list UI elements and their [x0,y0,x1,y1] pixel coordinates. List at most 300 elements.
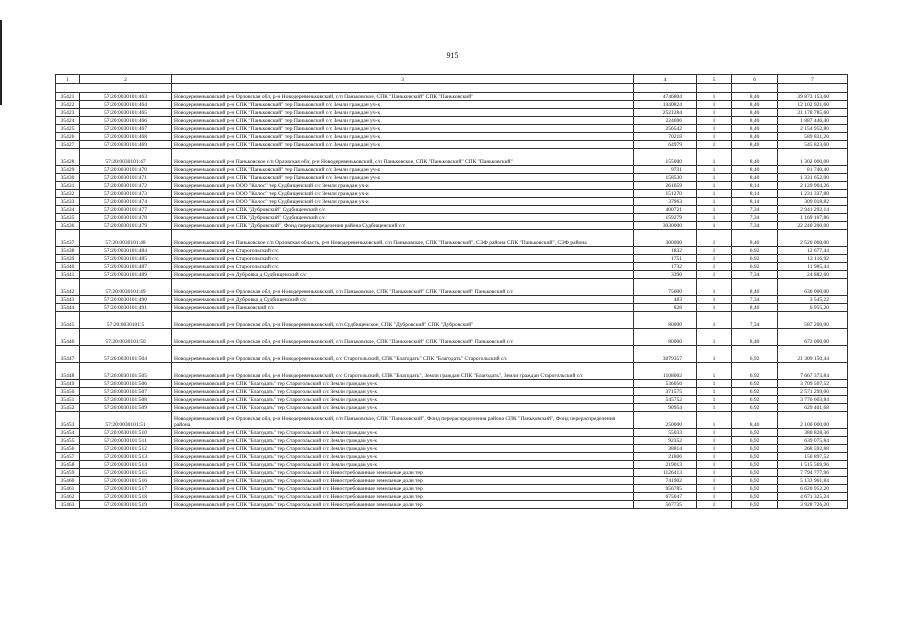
row-number: 35438 [56,247,80,255]
table-row [56,469,848,477]
cadastral-number: 57:20:0030101:50 [80,329,172,346]
area-value: 300000 [634,230,697,247]
count-value: 1 [697,429,732,437]
cadastral-number: 57:20:0030101:519 [80,501,172,509]
rate-value: 6,92 [732,485,778,493]
cadastral-value: 39 873 153,60 [778,93,848,101]
rate-value: 7,34 [732,214,778,222]
row-number: 35436 [56,222,80,230]
cadastral-number: 57:20:0030101:474 [80,198,172,206]
cadastral-value: 21 309 150,44 [778,346,848,363]
cadastral-number: 57:20:0030101:490 [80,296,172,304]
area-value: 545752 [634,396,697,404]
cadastral-number: 57:20:0030101:518 [80,493,172,501]
cadastral-value: 587 200,00 [778,312,848,329]
column-header: 3 [172,75,634,84]
count-value: 1 [697,445,732,453]
area-value: 155000 [634,149,697,166]
table-row [56,388,848,396]
count-value: 1 [697,214,732,222]
table-row [56,109,848,117]
rate-value: 6,92 [732,493,778,501]
area-value: 741902 [634,477,697,485]
cadastral-number: 57:20:0030101:512 [80,445,172,453]
count-value: 1 [697,174,732,182]
cadastral-value: 2 571 299,00 [778,388,848,396]
table-row [56,149,848,166]
cadastral-value: 3 928 726,20 [778,501,848,509]
area-value: 1126413 [634,469,697,477]
area-value: 567735 [634,501,697,509]
count-value: 1 [697,182,732,190]
table-row [56,214,848,222]
cadastral-number: 57:20:0030101:491 [80,304,172,312]
rate-value: 6,92 [732,453,778,461]
cadastral-value: 3 709 507,52 [778,380,848,388]
table-row [56,125,848,133]
cadastral-number: 57:20:0030101:478 [80,214,172,222]
table-row [56,141,848,149]
cadastral-value: 81 740,40 [778,166,848,174]
table-row [56,429,848,437]
row-number: 35458 [56,461,80,469]
row-number: 35445 [56,312,80,329]
area-value: 55033 [634,429,697,437]
rate-value: 6,92 [732,388,778,396]
location-description: Новодеревеньковский р-н СПК "Дубровский" Судбищенский с/с [172,214,634,222]
cadastral-value: 7 667 373,84 [778,363,848,380]
location-description: Новодеревеньковский р-н Дубровка д Судбищенский с/с [172,271,634,279]
cadastral-number: 57:20:0030101:47 [80,149,172,166]
cadastral-value: 6 620 952,20 [778,485,848,493]
cadastral-number: 57:20:0030101:507 [80,388,172,396]
location-description: Новодеревеньковский р-н СПК "Благодать" тер Старогольский с/с Земли граждан уч-к [172,445,634,453]
row-number: 35423 [56,109,80,117]
area-value: 38814 [634,445,697,453]
rate-value: 6,92 [732,346,778,363]
count-value: 1 [697,230,732,247]
area-value: 37963 [634,198,697,206]
rate-value: 7,34 [732,312,778,329]
row-number: 35450 [56,388,80,396]
count-value: 1 [697,329,732,346]
table-row [56,396,848,404]
cadastral-value: 12 102 921,60 [778,101,848,109]
table-row [56,271,848,279]
land-register-table [55,74,848,509]
cadastral-value: 1 169 107,86 [778,214,848,222]
cadastral-number: 57:20:0030101:471 [80,174,172,182]
area-value: 675047 [634,493,697,501]
area-value: 828 [634,304,697,312]
cadastral-value: 380 828,36 [778,429,848,437]
count-value: 1 [697,125,732,133]
area-value: 1732 [634,263,697,271]
table-row [56,182,848,190]
page-number: 915 [446,51,459,60]
location-description: Новодеревеньковский р-н СПК "Благодать" тер Старогольский с/с Земли граждан уч-к [172,396,634,404]
cadastral-value: 12 116,92 [778,255,848,263]
location-description: Новодеревеньковский р-н СПК "Паньковский" тер Паньковский с/с Земли граждан уч-к [172,141,634,149]
location-description: Новодеревеньковский р-н Паньковский с/с [172,304,634,312]
rate-value: 6,92 [732,437,778,445]
count-value: 1 [697,477,732,485]
cadastral-value: 629 401,68 [778,404,848,412]
cadastral-number: 57:20:0030101:472 [80,182,172,190]
rate-value: 8,40 [732,329,778,346]
count-value: 1 [697,117,732,125]
row-number: 35431 [56,182,80,190]
table-row [56,206,848,214]
cadastral-value: 4 671 325,24 [778,493,848,501]
location-description: Новодеревеньковский р-н СПК "Благодать" тер Старогольский с/с Земли граждан уч-к [172,429,634,437]
rate-value: 6,92 [732,501,778,509]
location-description: Новодеревеньковский р-н ООО "Колос" тер Судбищенский с/с Земли граждан уч-к [172,190,634,198]
rate-value: 8,40 [732,133,778,141]
cadastral-number: 57:20:0030101:487 [80,263,172,271]
row-number: 35421 [56,93,80,101]
rate-value: 8,40 [732,117,778,125]
row-number: 35463 [56,501,80,509]
row-number: 35422 [56,101,80,109]
cadastral-number: 57:20:0030101:505 [80,363,172,380]
location-description: Новодеревеньковский р-н СПК "Благодать" тер Старогольский с/с Невостребованные земельные доли тер [172,477,634,485]
table-row [56,304,848,312]
rate-value: 6,92 [732,380,778,388]
location-description: Новодеревеньковский р-н Орловская обл, р-н Новодеревеньковский, с/с Старогольский, СПК "Благодать" СПК "Благодать" Старогольский с/с [172,346,634,363]
cadastral-number: 57:20:0030101:511 [80,437,172,445]
location-description: Новодеревеньковский р-н Паньковское с/п Орловская область, р-н Новодеревеньковский, с/п Паньковское, СПК "Паньковский", СЭФ района СПК "Паньковский", СЭФ района [172,230,634,247]
table-row [56,222,848,230]
table-row [56,445,848,453]
rate-value: 6,92 [732,255,778,263]
area-value: 1751 [634,255,697,263]
count-value: 1 [697,222,732,230]
location-description: Новодеревеньковский р-н Орловская обл, р-н Новодеревеньковский, с/п Паньковское, СПК "Паньковский", Фонд перераспределения района СПК "Паньковский", Фонд перераспределения района [172,412,634,429]
count-value: 1 [697,485,732,493]
row-number: 35451 [56,396,80,404]
location-description: Новодеревеньковский р-н СПК "Благодать" тер Старогольский с/с Земли граждан уч-к [172,437,634,445]
row-number: 35447 [56,346,80,363]
row-number: 35462 [56,493,80,501]
rate-value: 8,14 [732,190,778,198]
rate-value: 8,40 [732,230,778,247]
count-value: 1 [697,437,732,445]
table-row [56,117,848,125]
row-number: 35429 [56,166,80,174]
rate-value: 8,40 [732,412,778,429]
count-value: 1 [697,304,732,312]
row-number: 35446 [56,329,80,346]
location-description: Новодеревеньковский р-н СПК "Благодать" тер Старогольский с/с Невостребованные земельные доли тер [172,493,634,501]
area-value: 21806 [634,453,697,461]
cadastral-number: 57:20:0030101:485 [80,255,172,263]
cadastral-number: 57:20:0030101:469 [80,141,172,149]
row-number: 35448 [56,363,80,380]
location-description: Новодеревеньковский р-н СПК "Благодать" тер Старогольский с/с Земли граждан уч-к [172,453,634,461]
row-number: 35456 [56,445,80,453]
location-description: Новодеревеньковский р-н Орловская обл, р-н Новодеревеньковский, с/с Старогольский, СПК "Благодать", Земли граждан СПК "Благодать", Земли граждан Старогольский с/с [172,363,634,380]
table-row [56,312,848,329]
cadastral-number: 57:20:0030101:51 [80,412,172,429]
table-row [56,404,848,412]
table-row [56,198,848,206]
area-value: 250000 [634,412,697,429]
location-description: Новодеревеньковский р-н СПК "Паньковский" тер Паньковский с/с Земли граждан уч-к [172,174,634,182]
count-value: 1 [697,404,732,412]
area-value: 80000 [634,329,697,346]
cadastral-number: 57:20:0030101:510 [80,429,172,437]
count-value: 1 [697,133,732,141]
area-value: 75000 [634,279,697,296]
rate-value: 8,40 [732,101,778,109]
cadastral-number: 57:20:0030101:463 [80,93,172,101]
cadastral-value: 309 018,82 [778,198,848,206]
cadastral-number: 57:20:0030101:516 [80,477,172,485]
row-number: 35424 [56,117,80,125]
area-value: 80000 [634,312,697,329]
cadastral-number: 57:20:0030101:5 [80,312,172,329]
count-value: 1 [697,190,732,198]
location-description: Новодеревеньковский р-н Дубровка д Судбищенский с/с [172,296,634,304]
table-row [56,493,848,501]
rate-value: 6,92 [732,263,778,271]
area-value: 9731 [634,166,697,174]
table-row [56,190,848,198]
row-number: 35442 [56,279,80,296]
cadastral-value: 1 331 652,00 [778,174,848,182]
table-row [56,412,848,429]
location-description: Новодеревеньковский р-н Орловская обл, р-н Новодеревеньковский, с/п Паньковское, СПК "Паньковский" СПК "Паньковский" [172,93,634,101]
table-row [56,133,848,141]
cadastral-number: 57:20:0030101:506 [80,380,172,388]
rate-value: 8,40 [732,149,778,166]
cadastral-number: 57:20:0030101:466 [80,117,172,125]
count-value: 1 [697,101,732,109]
column-header: 1 [56,75,80,84]
count-value: 1 [697,380,732,388]
row-number: 35443 [56,296,80,304]
row-number: 35453 [56,412,80,429]
column-header: 2 [80,75,172,84]
location-description: Новодеревеньковский р-н СПК "Благодать" тер Старогольский с/с Земли граждан уч-к [172,388,634,396]
table-row [56,101,848,109]
count-value: 1 [697,263,732,271]
area-value: 70218 [634,133,697,141]
cadastral-value: 2 941 292,14 [778,206,848,214]
column-header: 4 [634,75,697,84]
cadastral-number: 57:20:0030101:464 [80,101,172,109]
cadastral-number: 57:20:0030101:48 [80,230,172,247]
count-value: 1 [697,412,732,429]
location-description: Новодеревеньковский р-н Орловская обл, р-н Новодеревеньковский, с/п Судбищенское, СПК "Дубровский" СПК "Дубровский" [172,312,634,329]
rate-value: 6,92 [732,396,778,404]
cadastral-value: 5 133 961,84 [778,477,848,485]
count-value: 1 [697,109,732,117]
table-row [56,279,848,296]
cadastral-number: 57:20:0030101:49 [80,279,172,296]
location-description: Новодеревеньковский р-н СПК "Благодать" тер Старогольский с/с Невостребованные земельные доли тер [172,485,634,493]
count-value: 1 [697,396,732,404]
cadastral-value: 3 776 603,84 [778,396,848,404]
count-value: 1 [697,469,732,477]
count-value: 1 [697,493,732,501]
row-number: 35437 [56,230,80,247]
row-number: 35439 [56,255,80,263]
cadastral-value: 1 887 446,40 [778,117,848,125]
location-description: Новодеревеньковский р-н СПК "Паньковский" тер Паньковский с/с Земли граждан уч-к [172,117,634,125]
table-row [56,346,848,363]
count-value: 1 [697,247,732,255]
row-number: 35441 [56,271,80,279]
cadastral-value: 11 985,44 [778,263,848,271]
area-value: 536056 [634,380,697,388]
cadastral-value: 1 231 337,80 [778,190,848,198]
table-row [56,166,848,174]
header-spacer-row [56,84,848,93]
count-value: 1 [697,346,732,363]
row-number: 35428 [56,149,80,166]
cadastral-number: 57:20:0030101:470 [80,166,172,174]
location-description: Новодеревеньковский р-н ООО "Колос" тер Судбищенский с/с Земли граждан уч-к [172,198,634,206]
table-row [56,296,848,304]
row-number: 35426 [56,133,80,141]
area-value: 151270 [634,190,697,198]
cadastral-number: 57:20:0030101:477 [80,206,172,214]
row-number: 35459 [56,469,80,477]
area-value: 261659 [634,182,697,190]
column-header: 7 [778,75,848,84]
area-value: 4746804 [634,93,697,101]
rate-value: 8,40 [732,166,778,174]
area-value: 90954 [634,404,697,412]
area-value: 400721 [634,206,697,214]
scan-edge-mark [0,20,2,105]
cadastral-value: 2 520 000,00 [778,230,848,247]
cadastral-value: 268 592,88 [778,445,848,453]
rate-value: 8,14 [732,182,778,190]
cadastral-value: 545 823,60 [778,141,848,149]
rate-value: 8,14 [732,198,778,206]
cadastral-number: 57:20:0030101:515 [80,469,172,477]
location-description: Новодеревеньковский р-н СПК "Паньковский" тер Паньковский с/с Земли граждан уч-к [172,125,634,133]
row-number: 35457 [56,453,80,461]
table-row [56,93,848,101]
location-description: Новодеревеньковский р-н Орловская обл, р-н Новодеревеньковский, с/п Паньковское, СПК "Паньковский" СПК "Паньковский" Паньковский с/с [172,279,634,296]
area-value: 1440824 [634,101,697,109]
area-value: 159279 [634,214,697,222]
location-description: Новодеревеньковский р-н Старогольский с/с [172,263,634,271]
cadastral-value: 24 882,60 [778,271,848,279]
location-description: Новодеревеньковский р-н СПК "Благодать" тер Старогольский с/с Земли граждан уч-к [172,404,634,412]
area-value: 256542 [634,125,697,133]
row-number: 35433 [56,198,80,206]
rate-value: 6,92 [732,469,778,477]
cadastral-value: 589 831,20 [778,133,848,141]
table-row [56,485,848,493]
row-number: 35461 [56,485,80,493]
cadastral-value: 1 302 000,00 [778,149,848,166]
row-number: 35454 [56,429,80,437]
rate-value: 6,92 [732,461,778,469]
area-value: 158530 [634,174,697,182]
area-value: 3390 [634,271,697,279]
rate-value: 8,40 [732,279,778,296]
count-value: 1 [697,198,732,206]
count-value: 1 [697,149,732,166]
cadastral-number: 57:20:0030101:465 [80,109,172,117]
rate-value: 7,34 [732,271,778,279]
cadastral-value: 12 677,44 [778,247,848,255]
row-number: 35435 [56,214,80,222]
count-value: 1 [697,312,732,329]
area-value: 956785 [634,485,697,493]
rate-value: 8,40 [732,125,778,133]
cadastral-number: 57:20:0030101:473 [80,190,172,198]
column-number-row [56,75,848,84]
cadastral-value: 1 515 569,96 [778,461,848,469]
location-description: Новодеревеньковский р-н СПК "Паньковский" тер Паньковский с/с Земли граждан уч-к [172,133,634,141]
rate-value: 8,40 [732,141,778,149]
location-description: Новодеревеньковский р-н Старогольский с/с [172,255,634,263]
cadastral-value: 21 178 785,60 [778,109,848,117]
count-value: 1 [697,166,732,174]
location-description: Новодеревеньковский р-н СПК "Благодать" тер Старогольский с/с Невостребованные земельные доли тер [172,501,634,509]
table-row [56,247,848,255]
rate-value: 6,92 [732,429,778,437]
location-description: Новодеревеньковский р-н Паньковское с/п Орловская обл, р-н Новодеревеньковский, с/п Паньковское, СПК "Паньковский" СПК "Паньковский" [172,149,634,166]
row-number: 35452 [56,404,80,412]
area-value: 1832 [634,247,697,255]
location-description: Новодеревеньковский р-н СПК "Паньковский" тер Паньковский с/с Земли граждан уч-к [172,101,634,109]
location-description: Новодеревеньковский р-н Старогольский с/с [172,247,634,255]
location-description: Новодеревеньковский р-н Орловская обл, р-н Новодеревеньковский, с/п Паньковское, СПК "Паньковский" СПК "Паньковский" Паньковский с/с [172,329,634,346]
area-value: 483 [634,296,697,304]
cadastral-number: 57:20:0030101:467 [80,125,172,133]
table-row [56,255,848,263]
cadastral-value: 2 129 904,26 [778,182,848,190]
table-body [56,75,848,509]
table-row [56,461,848,469]
cadastral-number: 57:20:0030101:508 [80,396,172,404]
cadastral-value: 639 075,84 [778,437,848,445]
cadastral-value: 2 154 952,80 [778,125,848,133]
table-row [56,230,848,247]
cadastral-value: 7 794 777,96 [778,469,848,477]
cadastral-number: 57:20:0030101:479 [80,222,172,230]
area-value: 3030000 [634,222,697,230]
area-value: 92352 [634,437,697,445]
count-value: 1 [697,279,732,296]
row-number: 35460 [56,477,80,485]
count-value: 1 [697,453,732,461]
row-number: 35455 [56,437,80,445]
location-description: Новодеревеньковский р-н СПК "Паньковский" тер Паньковский с/с Земли граждан уч-к [172,166,634,174]
rate-value: 6,92 [732,363,778,380]
cadastral-value: 150 897,52 [778,453,848,461]
rate-value: 6,92 [732,445,778,453]
row-number: 35427 [56,141,80,149]
rate-value: 6,92 [732,247,778,255]
location-description: Новодеревеньковский р-н СПК "Благодать" тер Старогольский с/с Земли граждан уч-к [172,461,634,469]
table-row [56,437,848,445]
count-value: 1 [697,206,732,214]
rate-value: 7,34 [732,296,778,304]
count-value: 1 [697,271,732,279]
cadastral-value: 630 000,00 [778,279,848,296]
rate-value: 8,40 [732,93,778,101]
area-value: 64979 [634,141,697,149]
